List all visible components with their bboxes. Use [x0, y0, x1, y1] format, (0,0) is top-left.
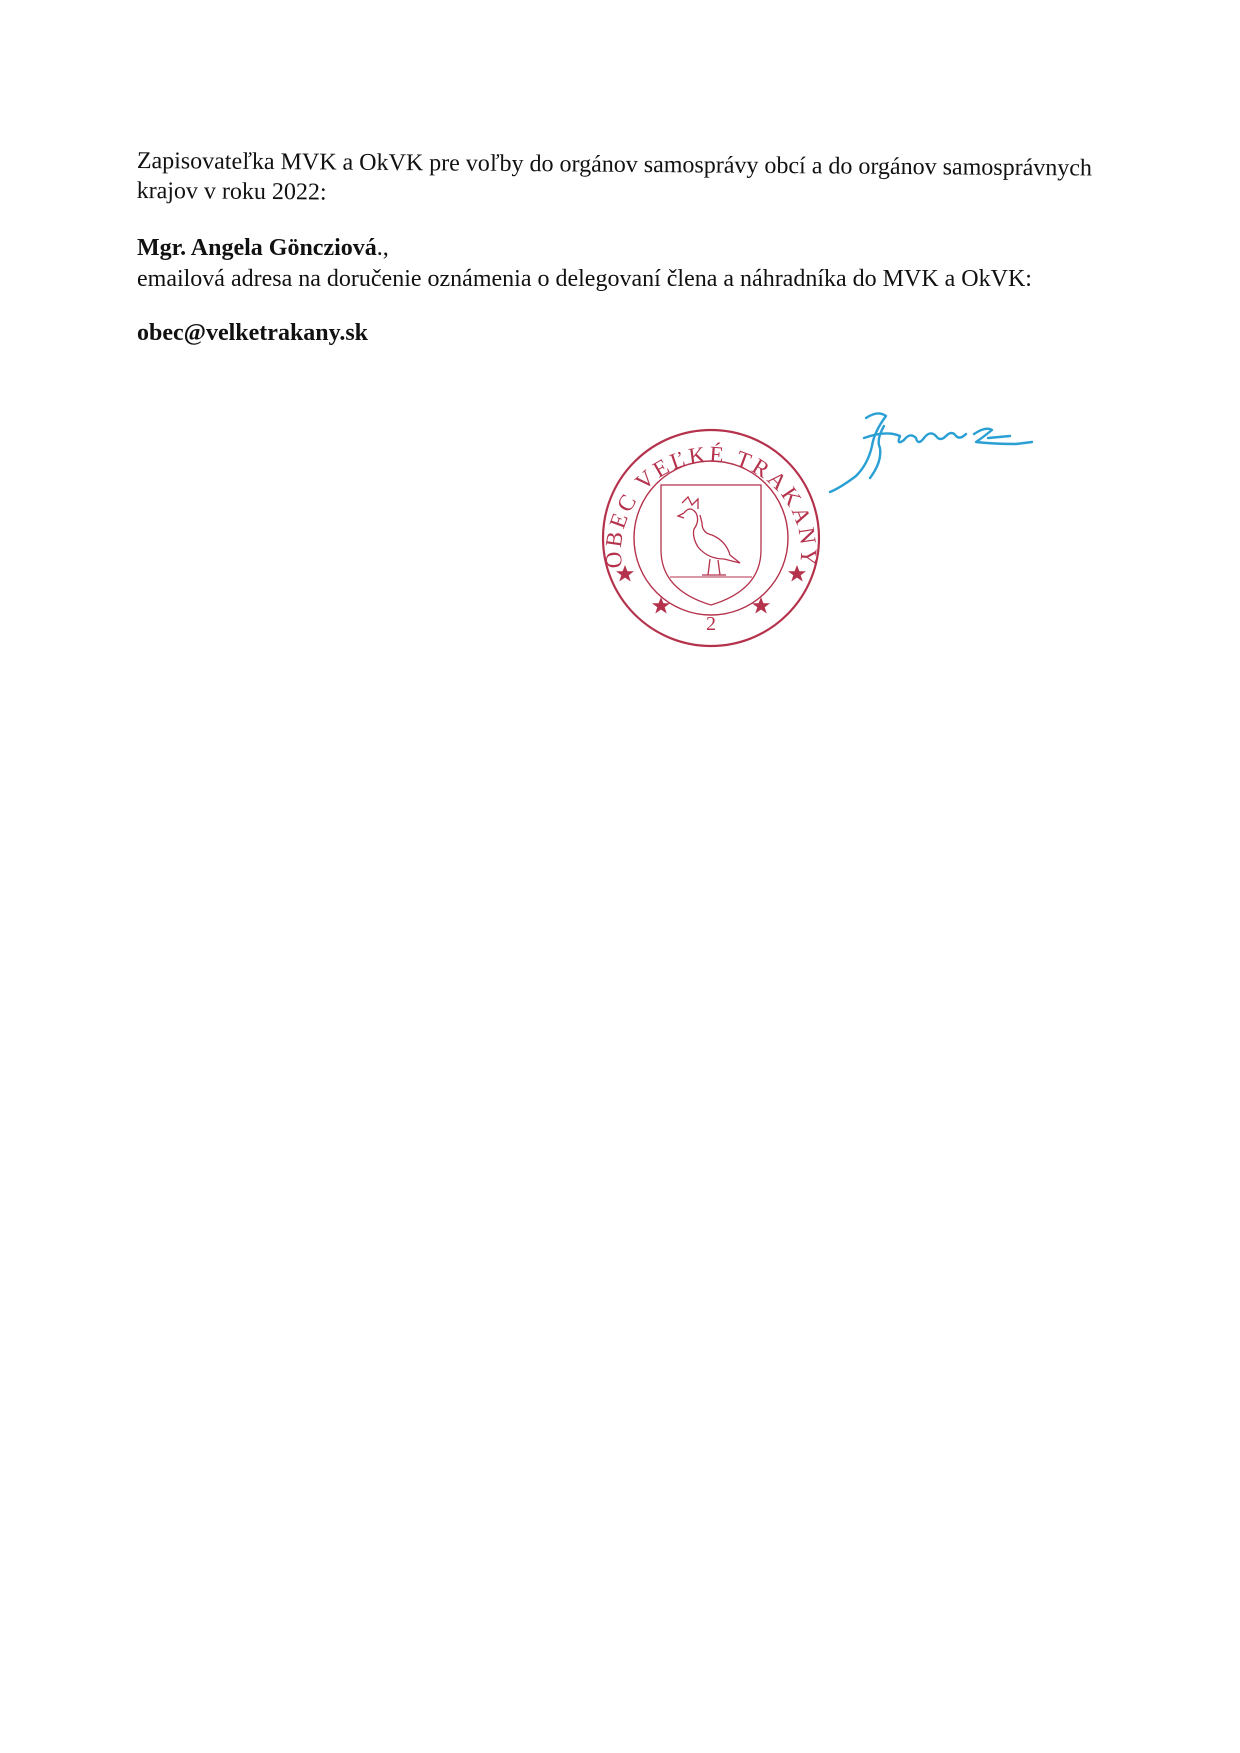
recorder-name: Mgr. Angela Göncziová — [137, 235, 377, 261]
recorder-name-suffix: ., — [376, 235, 389, 261]
handwritten-signature — [826, 408, 1036, 498]
stamp-text — [601, 442, 822, 569]
stamp-text-path: OBEC VEĽKÉ TRAKANY — [600, 441, 822, 570]
star-icon — [652, 597, 670, 614]
municipal-stamp — [598, 425, 824, 651]
email-address: obec@velketrakany.sk — [137, 320, 368, 346]
star-icon — [752, 597, 770, 614]
intro-line-1: Zapisovateľka MVK a OkVK pre voľby do orgánov samosprávy obcí a do orgánov samosprávnych — [136, 147, 1093, 182]
recorder-block — [137, 233, 1137, 295]
intro-paragraph — [137, 146, 1137, 214]
stamp-number: 2 — [706, 613, 716, 635]
email-intro: emailová adresa na doručenie oznámenia o delegovaní člena a náhradníka do MVK a OkVK: — [137, 266, 1032, 292]
coat-of-arms-icon — [661, 485, 761, 605]
intro-line-2: krajov v roku 2022: — [136, 177, 327, 206]
stamp-stars — [616, 565, 806, 614]
recorder-name-line — [137, 233, 1137, 264]
